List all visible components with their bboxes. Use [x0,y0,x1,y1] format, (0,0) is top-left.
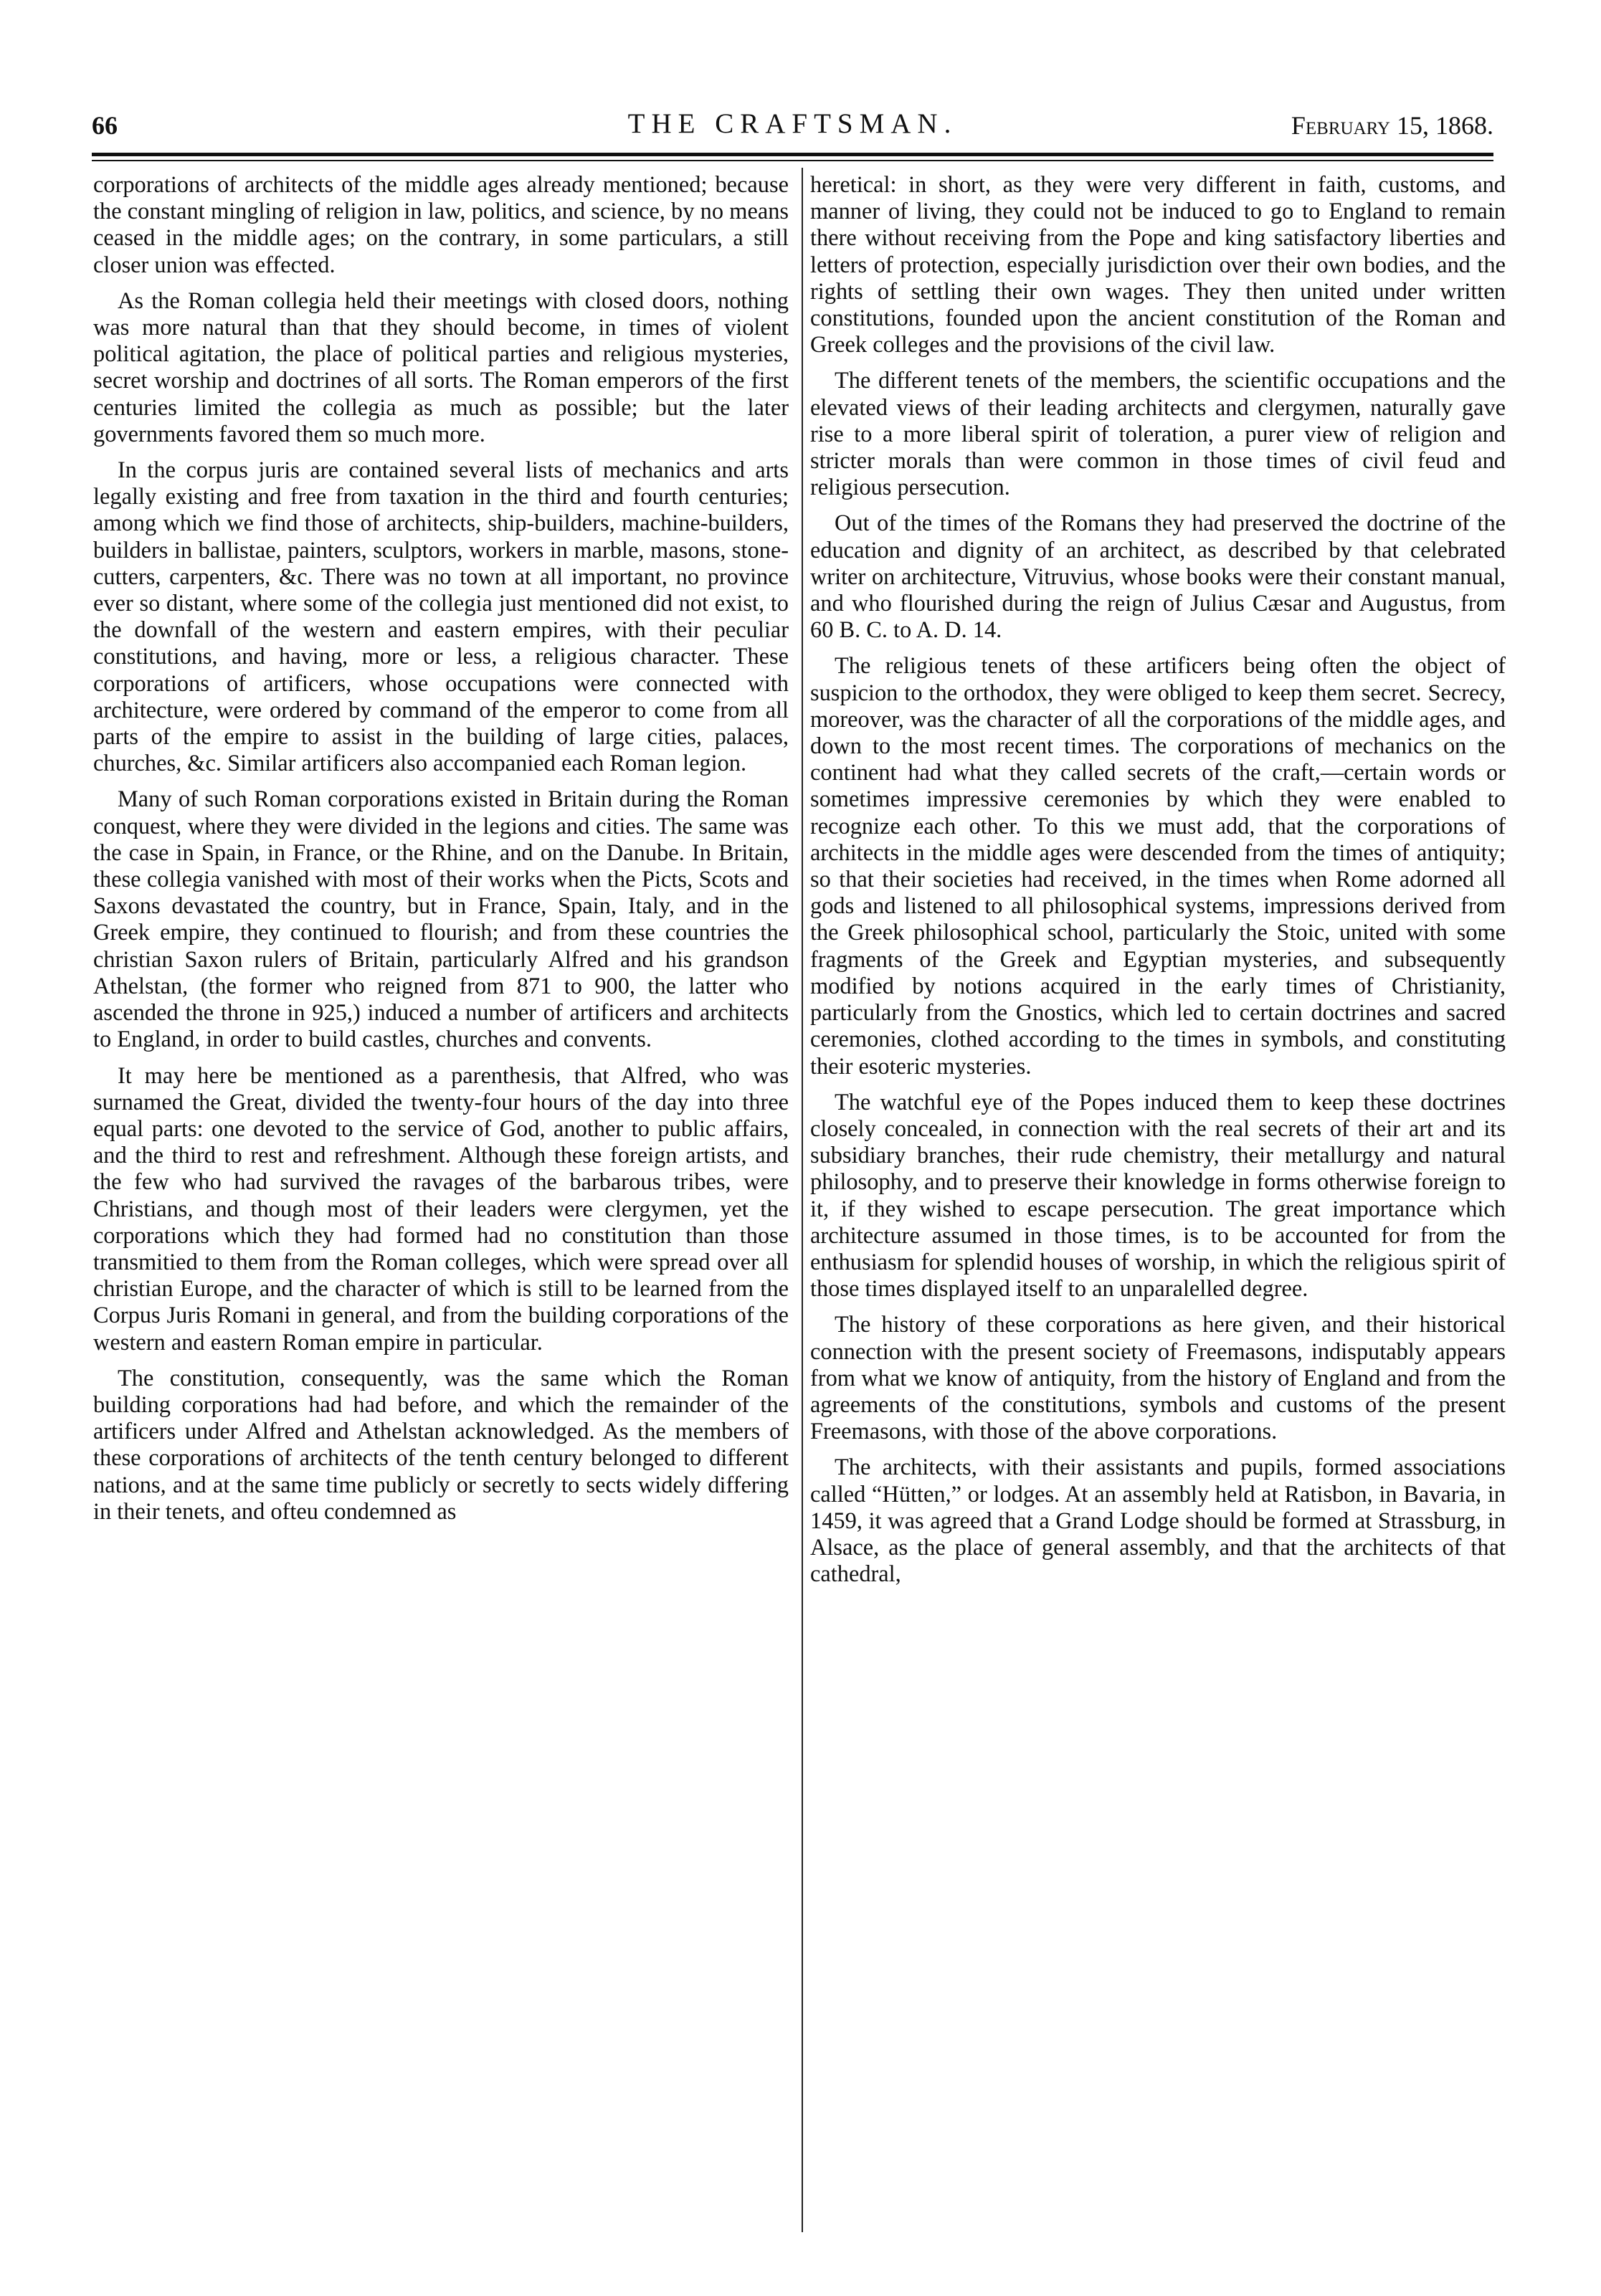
paragraph: The different tenets of the members, the scientific occupations and the elevated views of their leading architects and clergymen, naturally gave rise to a more liberal spirit of toleration, a purer view of religion and stricter morals than were common in those times of civil feud and religious persecution. [810,368,1506,501]
paragraph: The religious tenets of these artificers being often the object of suspicion to the orthodox, they were obliged to keep them secret. Secrecy, moreover, was the character of all the corporations of the middle ages, and down to the most recent times. The corporations of mechanics on the continent had what they called secrets of the craft,—certain words or sometimes impressive ceremonies by which they were enabled to recognize each other. To this we must add, that the corporations of architects in the middle ages were descended from the times of antiquity; so that their societies had received, in the times when Rome adorned all gods and listened to all philosophical systems, impressions derived from the Greek philosophical school, particularly the Stoic, united with some fragments of the Greek and Egyptian mysteries, and subsequently modified by notions acquired in the early times of Christianity, particularly from the Gnostics, which led to certain doctrines and sacred ceremonies, clothed according to the times in symbols, and constituting their esoteric mysteries. [810,653,1506,1080]
paragraph: As the Roman collegia held their meetings with closed doors, nothing was more natural than that they should become, in times of violent political agitation, the place of political parties and religious mysteries, secret worship and doctrines of all sorts. The Roman emperors of the first centuries limited the collegia as much as possible; but the later governments favored them so much more. [93,287,789,447]
paragraph: The architects, with their assistants and pupils, formed associations called “Hütten,” or lodges. At an assembly held at Ratisbon, in Bavaria, in 1459, it was agreed that a Grand Lodge should be formed at Strassburg, in Alsace, as the place of general assembly, and that the architects of that cathedral, [810,1454,1506,1588]
issue-date: February 15, 1868. [1291,111,1493,140]
column-divider [802,168,803,2232]
left-column [93,172,789,2237]
header-rule-thin [92,160,1493,161]
paragraph: heretical: in short, as they were very different in faith, customs, and manner of living, they could not be induced to go to England to remain there without receiving from the Pope and king satisfactory liberties and letters of protection, especially jurisdiction over their own bodies, and the rights of settling their own wages. They then united under written constitutions, founded upon the ancient constitution of the Roman and Greek colleges and the provisions of the civil law. [810,172,1506,358]
paragraph: The constitution, consequently, was the same which the Roman building corporations had had before, and which the remainder of the artificers under Alfred and Athelstan acknowledged. As the members of these corporations of architects of the tenth century belonged to different nations, and at the same time publicly or secretly to sects widely differing in their tenets, and ofteu condemned as [93,1365,789,1525]
paragraph: It may here be mentioned as a parenthesis, that Alfred, who was surnamed the Great, divided the twenty-four hours of the day into three equal parts: one devoted to the service of God, another to public affairs, and the third to rest and refreshment. Although these foreign artists, and the few who had survived the ravages of the barbarous tribes, were Christians, and though most of their leaders were clergymen, yet the corporations which they had formed had no constitution than those transmitied to them from the Roman colleges, which were spread over all christian Europe, and the character of which is still to be learned from the Corpus Juris Romani in general, and from the building corporations of the western and eastern Roman empire in particular. [93,1062,789,1356]
paragraph: The history of these corporations as here given, and their historical connection with the present society of Freemasons, indisputably appears from what we know of antiquity, from the history of England and from the agreements of the constitutions, symbols and customs of the present Freemasons, with those of the above corporations. [810,1312,1506,1445]
paragraph: Many of such Roman corporations existed in Britain during the Roman conquest, where they were divided in the legions and cities. The same was the case in Spain, in France, or the Rhine, and on the Danube. In Britain, these collegia vanished with most of their works when the Picts, Scots and Saxons devastated the country, but in France, Spain, Italy, and in the Greek empire, they continued to flourish; and from these countries the christian Saxon rulers of Britain, particularly Alfred and his grandson Athelstan, (the former who reigned from 871 to 900, the latter who ascended the throne in 925,) induced a number of artificers and architects to England, in order to build castles, churches and convents. [93,786,789,1053]
header-rule-thick [92,153,1493,156]
paragraph: corporations of architects of the middle ages already mentioned; because the constant mingling of religion in law, politics, and science, by no means ceased in the middle ages; on the contrary, in some particulars, a still closer union was effected. [93,172,789,278]
journal-title: THE CRAFTSMAN. [627,108,958,139]
right-column [810,172,1506,2237]
paragraph: In the corpus juris are contained several lists of mechanics and arts legally existing and free from taxation in the third and fourth centuries; among which we find those of architects, ship-builders, machine-builders, builders in ballistae, painters, sculptors, workers in marble, masons, stone-cutters, carpenters, &c. There was no town at all important, no province ever so distant, where some of the collegia just mentioned did not exist, to the downfall of the western and eastern empires, with their peculiar constitutions, and having, more or less, a religious character. These corporations of artificers, whose occupations were connected with architecture, were ordered by command of the emperor to come from all parts of the empire to assist in the building of large cities, palaces, churches, &c. Similar artificers also accompanied each Roman legion. [93,457,789,777]
paragraph: The watchful eye of the Popes induced them to keep these doctrines closely concealed, in connection with the real secrets of their art and its subsidiary branches, their rude chemistry, their metallurgy and natural philosophy, and to preserve their knowledge in forms otherwise foreign to it, if they wished to escape persecution. The great importance which architecture assumed in those times, is to be accounted for from the enthusiasm for splendid houses of worship, in which the religious spirit of those times displayed itself to an unparalelled degree. [810,1089,1506,1302]
page-number: 66 [92,111,118,140]
paragraph: Out of the times of the Romans they had preserved the doctrine of the education and dignity of an architect, as described by that celebrated writer on architecture, Vitruvius, whose books were their constant manual, and who flourished during the reign of Julius Cæsar and Augustus, from 60 B. C. to A. D. 14. [810,510,1506,644]
page-header [92,108,1493,151]
